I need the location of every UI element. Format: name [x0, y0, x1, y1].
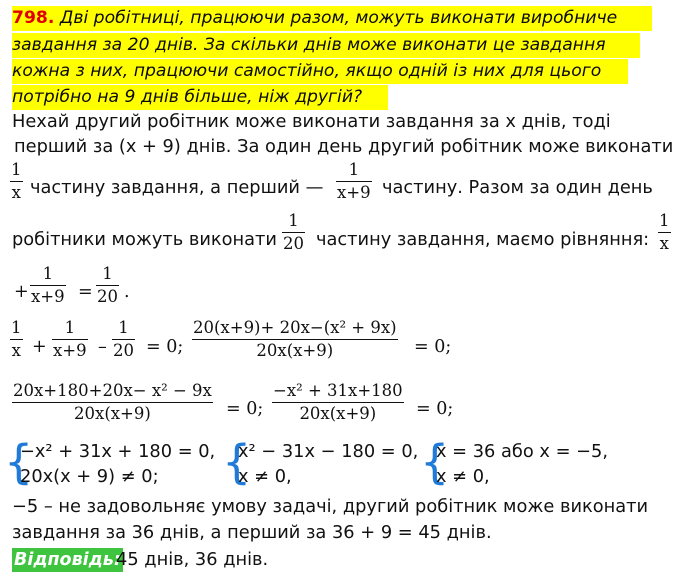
system3-brace: {: [420, 435, 450, 489]
answer-label: Відповідь:: [14, 550, 121, 570]
system2-line-2: x ≠ 0,: [238, 466, 292, 487]
eq-fraction-1-over-x: 1 x: [659, 211, 670, 254]
eq-period: .: [124, 282, 130, 302]
step1-fraction-1-over-20: 1 20: [113, 318, 134, 361]
step1-fraction-1-over-x9: 1 x+9: [53, 318, 87, 361]
solution-line-2: перший за (x + 9) днів. За один день другий робітник може виконати: [14, 136, 674, 157]
system2-line-1: x² − 31x − 180 = 0,: [238, 441, 419, 462]
conclusion-line-1: −5 – не задовольняє умову задачі, другий робітник може виконати: [12, 496, 649, 517]
system1-brace: {: [4, 435, 34, 489]
eq-plus: +: [14, 282, 29, 302]
eq-fraction-1-over-x9: 1 x+9: [31, 264, 65, 307]
step1-eq-zero-b: = 0;: [414, 337, 452, 357]
eq-fraction-1-over-20: 1 20: [97, 264, 118, 307]
system3-line-2: x ≠ 0,: [436, 466, 490, 487]
problem-line-1: [12, 6, 652, 31]
system3-line-1: x = 36 або x = −5,: [436, 441, 608, 462]
system2-brace: {: [222, 435, 252, 489]
problem-line-4: потрібно на 9 днів більше, ніж другій?: [12, 85, 388, 110]
solution-line-1: Нехай другий робітник може виконати завдання за x днів, тоді: [12, 111, 611, 132]
step1-plus: +: [32, 337, 47, 357]
problem-line-2: завдання за 20 днів. За скільки днів може виконати це завдання: [12, 33, 640, 58]
solution-line-3a: частину завдання, а перший —: [30, 177, 324, 198]
answer-text: 45 днів, 36 днів.: [116, 549, 269, 570]
system1-line-2: 20x(x + 9) ≠ 0;: [20, 466, 159, 487]
solution-line-3b: частину. Разом за один день: [382, 177, 653, 198]
fraction-1-over-x9: 1 x+9: [337, 160, 371, 203]
eq-equals: =: [78, 282, 93, 302]
step2-fraction-expanded: 20x+180+20x− x² − 9x 20x(x+9): [13, 381, 212, 424]
solution-line-4b: частину завдання, маємо рівняння:: [316, 229, 650, 250]
conclusion-line-2: завдання за 36 днів, а перший за 36 + 9 = 45 днів.: [12, 522, 492, 543]
fraction-1-over-x: 1 x: [11, 160, 22, 203]
problem-line-3: кожна з них, працюючи самостійно, якщо одній із них для цього: [12, 59, 628, 84]
fraction-1-over-20: 1 20: [283, 211, 304, 254]
step1-minus: –: [98, 337, 107, 357]
step2-fraction-simplified: −x² + 31x+180 20x(x+9): [273, 381, 403, 424]
system1-line-1: −x² + 31x + 180 = 0,: [20, 441, 216, 462]
step2-eq-zero: = 0;: [226, 399, 264, 419]
step2-eq-zero-b: = 0;: [416, 399, 454, 419]
solution-line-4a: робітники можуть виконати: [12, 229, 277, 250]
step1-eq-zero: = 0;: [146, 337, 184, 357]
step1-combined-fraction: 20(x+9)+ 20x−(x² + 9x) 20x(x+9): [193, 318, 397, 361]
problem-text-1: Дві робітниці, працюючи разом, можуть виконати виробниче: [59, 8, 618, 28]
step1-fraction-1-over-x: 1 x: [11, 318, 22, 361]
problem-number: 798.: [12, 8, 55, 28]
